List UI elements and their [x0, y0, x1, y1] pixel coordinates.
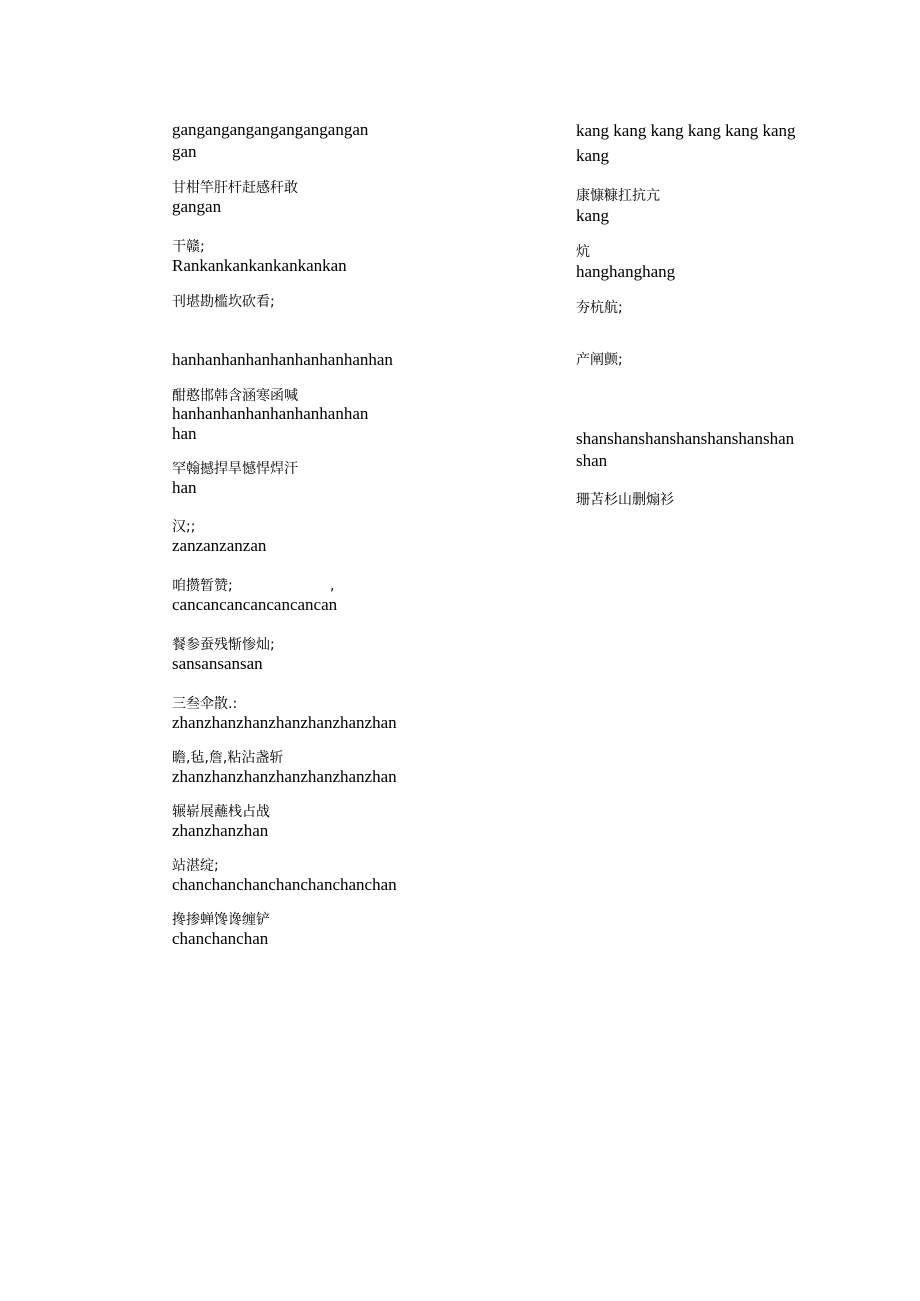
- hanzi-line: 珊苫杉山删煽衫: [576, 492, 674, 508]
- hanzi-line: 刊堪勘槛坎砍看;: [172, 294, 275, 310]
- pinyin-line: shanshanshanshanshanshanshan: [576, 429, 795, 448]
- pinyin-line: hanghanghang: [576, 262, 676, 281]
- hanzi-line: 三叁伞散.:: [172, 696, 238, 712]
- pinyin-line: gangangangangangangangan: [172, 120, 369, 139]
- pinyin-line: kang: [576, 146, 610, 165]
- hanzi-line: 酣憨邯韩含涵寒函喊: [172, 388, 298, 404]
- hanzi-line: 瞻,毡,詹,粘沾盏斩: [172, 750, 284, 766]
- pinyin-line: Rankankankankankankan: [172, 256, 347, 275]
- pinyin-line: zanzanzanzan: [172, 536, 267, 555]
- hanzi-line: 汉;;: [172, 519, 196, 535]
- hanzi-line: 产阐颤;: [576, 352, 623, 368]
- hanzi-line: 站湛绽;: [172, 858, 219, 874]
- hanzi-line: 搀掺蝉馋谗缠铲: [172, 912, 270, 928]
- pinyin-line: cancancancancancancan: [172, 595, 338, 614]
- hanzi-line: 辗崭展蘸栈占战: [172, 804, 270, 820]
- hanzi-line: 夯杭航;: [576, 300, 623, 316]
- pinyin-line: han: [172, 424, 197, 443]
- pinyin-line: zhanzhanzhanzhanzhanzhanzhan: [172, 767, 397, 786]
- hanzi-line: 康慷糠扛抗亢: [576, 188, 660, 204]
- pinyin-line: han: [172, 478, 197, 497]
- pinyin-line: chanchanchanchanchanchanchan: [172, 875, 397, 894]
- pinyin-line: kang: [576, 206, 610, 225]
- hanzi-line: 餐参蚕残惭惨灿;: [172, 637, 275, 653]
- hanzi-line: ,: [330, 578, 335, 594]
- pinyin-line: zhanzhanzhanzhanzhanzhanzhan: [172, 713, 397, 732]
- hanzi-line: 干赣;: [172, 239, 205, 255]
- pinyin-line: chanchanchan: [172, 929, 269, 948]
- pinyin-line: kang kang kang kang kang kang: [576, 121, 796, 140]
- pinyin-line: gan: [172, 142, 197, 161]
- pinyin-line: sansansansan: [172, 654, 263, 673]
- hanzi-line: 甘柑竿肝杆赶感秆敢: [172, 180, 298, 196]
- hanzi-line: 咱攒暂赞;: [172, 578, 233, 594]
- hanzi-line: 罕翰撼捍旱憾悍焊汗: [172, 461, 298, 477]
- pinyin-line: hanhanhanhanhanhanhanhan: [172, 404, 369, 423]
- pinyin-line: zhanzhanzhan: [172, 821, 269, 840]
- hanzi-line: 炕: [576, 244, 590, 260]
- pinyin-line: shan: [576, 451, 608, 470]
- pinyin-line: gangan: [172, 197, 222, 216]
- pinyin-line: hanhanhanhanhanhanhanhanhan: [172, 350, 393, 369]
